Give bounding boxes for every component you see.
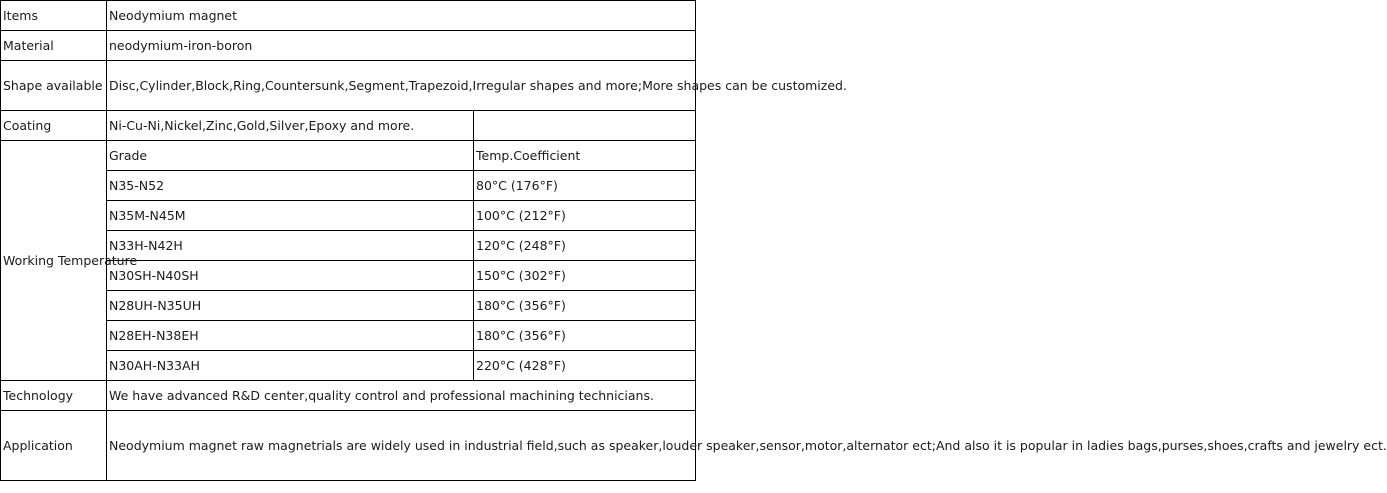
coating-label: Coating bbox=[1, 111, 107, 141]
grade-cell: N28EH-N38EH bbox=[107, 321, 474, 351]
temp-coefficient-header: Temp.Coefficient bbox=[474, 141, 696, 171]
application-label: Application bbox=[1, 411, 107, 481]
grade-cell: N30AH-N33AH bbox=[107, 351, 474, 381]
table-row bbox=[1, 381, 696, 411]
table-row bbox=[1, 1, 696, 31]
grade-cell: N28UH-N35UH bbox=[107, 291, 474, 321]
table-row bbox=[1, 61, 696, 111]
shape-label: Shape available bbox=[1, 61, 107, 111]
temp-cell: 180°C (356°F) bbox=[474, 321, 696, 351]
coating-empty-cell bbox=[474, 111, 696, 141]
technology-value: We have advanced R&D center,quality control and professional machining technicians. bbox=[107, 381, 696, 411]
temp-cell: 120°C (248°F) bbox=[474, 231, 696, 261]
material-label: Material bbox=[1, 31, 107, 61]
table-row bbox=[1, 111, 696, 141]
table-row bbox=[1, 411, 696, 481]
temp-cell: 80°C (176°F) bbox=[474, 171, 696, 201]
temp-cell: 180°C (356°F) bbox=[474, 291, 696, 321]
temp-cell: 100°C (212°F) bbox=[474, 201, 696, 231]
table-row bbox=[1, 141, 696, 171]
grade-header: Grade bbox=[107, 141, 474, 171]
items-label: Items bbox=[1, 1, 107, 31]
shape-value: Disc,Cylinder,Block,Ring,Countersunk,Segment,Trapezoid,Irregular shapes and more;More shapes can be customized. bbox=[107, 61, 696, 111]
application-value: Neodymium magnet raw magnetrials are widely used in industrial field,such as speaker,louder speaker,sensor,motor,alternator ect;And also it is popular in ladies bags,purses,shoes,crafts and jewelry ect. bbox=[107, 411, 696, 481]
grade-cell: N30SH-N40SH bbox=[107, 261, 474, 291]
grade-cell: N33H-N42H bbox=[107, 231, 474, 261]
table-row bbox=[1, 31, 696, 61]
temp-cell: 220°C (428°F) bbox=[474, 351, 696, 381]
grade-cell: N35-N52 bbox=[107, 171, 474, 201]
technology-label: Technology bbox=[1, 381, 107, 411]
temp-cell: 150°C (302°F) bbox=[474, 261, 696, 291]
items-value: Neodymium magnet bbox=[107, 1, 696, 31]
grade-cell: N35M-N45M bbox=[107, 201, 474, 231]
material-value: neodymium-iron-boron bbox=[107, 31, 696, 61]
coating-value: Ni-Cu-Ni,Nickel,Zinc,Gold,Silver,Epoxy and more. bbox=[107, 111, 474, 141]
working-temperature-label: Working Temperature bbox=[1, 141, 107, 381]
